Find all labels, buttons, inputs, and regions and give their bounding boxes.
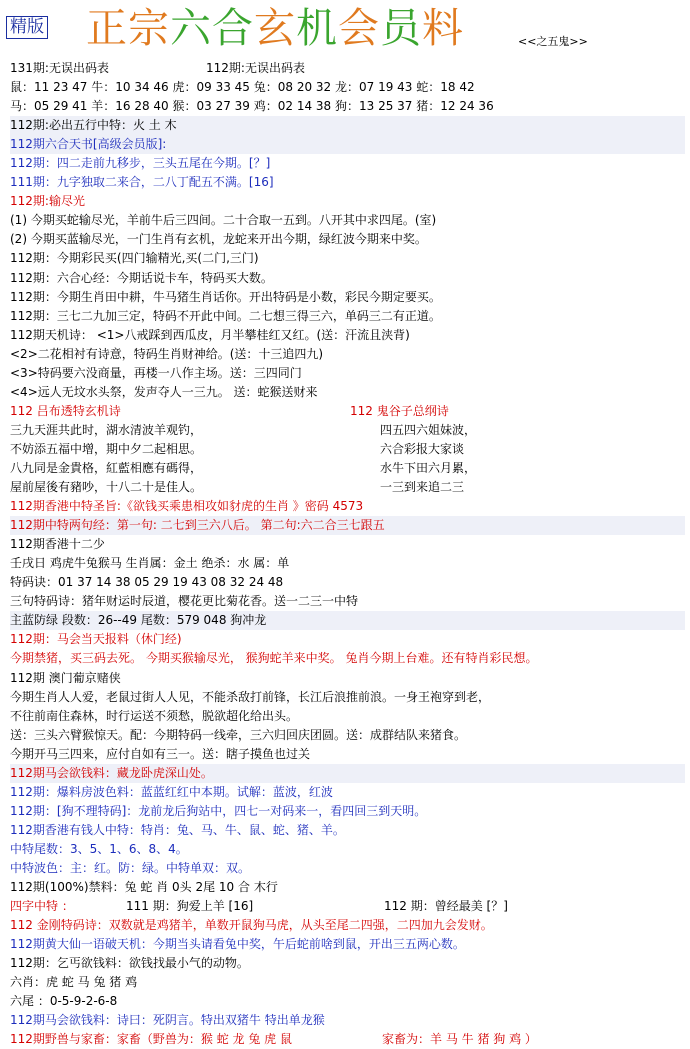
text-line — [10, 78, 685, 97]
line-text: 八九同是金貴格，紅藍相應有碼得， — [10, 460, 203, 475]
line-text: 送：三头六臂猴惊天。配：今期特码一线牵，三六归回庆团圆。送：成群结队来猪食。 — [10, 727, 467, 742]
text-line — [10, 573, 685, 592]
text-line — [10, 611, 685, 630]
title-char: 员 — [380, 4, 422, 52]
text-line — [10, 478, 685, 497]
title-char: 宗 — [128, 4, 170, 52]
line-text: 六肖：虎 蛇 马 兔 猪 鸡 — [10, 975, 138, 990]
title-char: 料 — [422, 4, 464, 52]
title-char: 玄 — [254, 4, 296, 52]
text-line — [10, 554, 685, 573]
text-line — [10, 97, 685, 116]
line-text-middle: 111 期：狗爱上羊 [16] — [126, 899, 254, 914]
text-line — [10, 516, 685, 535]
text-line — [10, 897, 685, 916]
line-text: 壬戌日 鸡虎牛兔猴马 生肖属：金土 绝杀：水 属：单 — [10, 556, 290, 571]
text-line — [10, 745, 685, 764]
line-text-right: 112期:无误出码表 — [206, 61, 305, 75]
text-line — [10, 135, 685, 154]
text-line — [10, 249, 685, 268]
text-line — [10, 116, 685, 135]
text-line — [10, 345, 685, 364]
line-text: 112期：乞丐欲钱料：欲钱找最小气的动物。 — [10, 956, 249, 971]
line-text: 马：05 29 41 羊：16 28 40 猴：03 27 39 鸡：02 14 38 狗：13 25 37 猪：12 24 36 — [10, 99, 494, 114]
title-char: 合 — [212, 4, 254, 52]
line-text: <2>二花相衬有诗意，特码生肖财神给。(送：十三追四九) — [10, 346, 324, 361]
text-line — [10, 459, 685, 478]
text-line — [10, 954, 685, 973]
line-text: 三九天涯共此时，湖水清波羊观钓， — [10, 422, 203, 437]
line-text: 四字中特 ： — [10, 899, 74, 914]
text-line — [10, 402, 685, 421]
text-line — [10, 1030, 685, 1049]
line-text: 112期香港十二少 — [10, 537, 105, 552]
line-text: 今期生肖人人爱，老鼠过街人人见，不能杀敌打前锋，长江后浪推前浪。一身王袍穿到老， — [10, 689, 491, 704]
text-line — [10, 649, 685, 668]
line-text: (1) 今期买蛇输尽光，羊前牛后三四间。二十合取一五到。八开其中求四尾。(室) — [10, 213, 437, 228]
line-text: 112期马会欲钱料：诗曰：死阴言。特出双猪牛 特出单龙猴 — [10, 1013, 325, 1028]
line-text: 112期黄大仙一语破天机：今期当头请看兔中奖，午后蛇前啥到鼠，开出三五两心数。 — [10, 937, 465, 952]
text-line — [10, 726, 685, 745]
line-text: 112期中特两句经：第一句: 二七到三六八后。 第二句:六二合三七跟五 — [10, 518, 385, 533]
title-char: 机 — [296, 4, 338, 52]
text-line — [10, 364, 685, 383]
text-line — [10, 192, 685, 211]
text-line — [10, 1011, 685, 1030]
line-text-right: 112 期：曾经最美 [？] — [384, 899, 508, 914]
line-text: 屋前屋後有豬吵，十八二十是佳人。 — [10, 480, 203, 495]
line-text: 112期：四二走前九移步，三头五尾在今期。[？] — [10, 156, 271, 171]
line-text-right: 六合彩报大家谈 — [380, 441, 465, 456]
line-text: 三句特码诗：猪年财运时辰道，樱花更比菊花香。送一二三一中特 — [10, 594, 359, 609]
line-text: 鼠：11 23 47 牛：10 34 46 虎：09 33 45 兔：08 20 32 龙：07 19 43 蛇：18 42 — [10, 80, 475, 95]
line-text: 特码诀：01 37 14 38 05 29 19 43 08 32 24 48 — [10, 575, 284, 590]
text-line — [10, 154, 685, 173]
line-text: 112期 澳门葡京赌侠 — [10, 670, 121, 685]
text-line — [10, 802, 685, 821]
line-text: 不妨添五福中增，期中夕二起相思。 — [10, 441, 203, 456]
line-text: 112期：今期生肖田中耕，牛马猪生肖话你。开出特码是小数，彩民今期定要买。 — [10, 289, 441, 304]
text-line — [10, 497, 685, 516]
text-line — [10, 973, 685, 992]
document-body — [10, 59, 685, 1049]
text-line — [10, 421, 685, 440]
title-char: 会 — [338, 4, 380, 52]
line-text-right: 112 鬼谷子总纲诗 — [350, 403, 449, 418]
text-line — [10, 707, 685, 726]
line-text: 112 金刚特码诗：双数就是鸡猪羊，单数开鼠狗马虎，从头至尾二四强，二四加九会发财。 — [10, 918, 493, 933]
line-text: 112 吕布透特玄机诗 — [10, 403, 121, 418]
text-line — [10, 688, 685, 707]
line-text-right: 水牛下田六月累， — [380, 460, 477, 475]
text-line — [10, 59, 685, 78]
line-text: 112期：三七二九加三定，特码不开此中间。二七想三得三六，单码三二有正道。 — [10, 308, 441, 323]
text-line — [10, 840, 685, 859]
line-text-right: 家畜为：羊 马 牛 猪 狗 鸡 ） — [382, 1032, 537, 1047]
text-line — [10, 173, 685, 192]
text-line — [10, 440, 685, 459]
text-line — [10, 764, 685, 783]
text-line — [10, 630, 685, 649]
line-text: 112期:输尽光 — [10, 194, 85, 209]
text-line — [10, 992, 685, 1011]
text-line — [10, 288, 685, 307]
line-text: 112期：六合心经：今期话说卡车，特码买大数。 — [10, 270, 273, 285]
text-line — [10, 878, 685, 897]
text-line — [10, 269, 685, 288]
line-text: 112期:必出五行中特：火 土 木 — [10, 118, 177, 133]
line-text: 主蓝防绿 段数：26--49 尾数：579 048 狗冲龙 — [10, 613, 267, 628]
line-text: 112期：马会当天报料（休门经) — [10, 632, 182, 647]
line-text: 112期：[狗不理特码]：龙前龙后狗站中，四七一对码来一，看四回三到天明。 — [10, 803, 427, 818]
line-text: 112期天机诗： <1>八戒踩到西瓜皮，月半攀桂红又红。(送：汗流且浃背) — [10, 327, 410, 342]
text-line — [10, 307, 685, 326]
line-text-right: 一三到来追二三 — [380, 480, 465, 495]
title-char: 六 — [170, 4, 212, 52]
edition-badge: 精版 — [6, 16, 48, 39]
line-text: 112期六合天书[高级会员版]: — [10, 137, 167, 152]
text-line — [10, 859, 685, 878]
title-char: 正 — [86, 4, 128, 52]
line-text: 今期禁猪，买三码去死。 今期买猴输尽光， 猴狗蛇羊来中奖。 兔肖今期上台难。还有特肖彩民想。 — [10, 651, 538, 666]
line-text: 111期：九字独取二来合，二八丁配五不满。[16] — [10, 175, 274, 190]
line-text: 中特波色：主：红。防：绿。中特单双：双。 — [10, 860, 251, 875]
header — [0, 0, 690, 58]
line-text: 112期野兽与家畜：家畜（野兽为：猴 蛇 龙 兔 虎 鼠 — [10, 1032, 292, 1047]
text-line — [10, 326, 685, 345]
text-line — [10, 535, 685, 554]
text-line — [10, 821, 685, 840]
line-text: <4>远人无坟水头祭，发声夺人一三九。 送：蛇猴送财来 — [10, 384, 318, 399]
line-text-right: 四五四六姐妹波， — [380, 422, 477, 437]
text-line — [10, 592, 685, 611]
line-text: 中特尾数：3、5、1、6、8、4。 — [10, 841, 188, 856]
line-text: 六尾 ：0-5-9-2-6-8 — [10, 994, 118, 1009]
page-tag: <<之五鬼>> — [518, 35, 588, 48]
text-line — [10, 230, 685, 249]
text-line — [10, 935, 685, 954]
line-text: <3>特码要六没商量，再楼一八作主场。送：三四同门 — [10, 365, 302, 380]
text-line — [10, 916, 685, 935]
line-text: 今期开马三四来，应付自如有三一。送：瞎子摸鱼也过关 — [10, 746, 311, 761]
line-text: (2) 今期买蓝输尽光，一门生肖有玄机，龙蛇来开出今期，绿红波今期来中奖。 — [10, 232, 427, 247]
text-line — [10, 669, 685, 688]
line-text: 112期马会欲钱料：藏龙卧虎深山处。 — [10, 765, 213, 780]
line-text: 131期:无误出码表 — [10, 61, 109, 75]
text-line — [10, 211, 685, 230]
text-line — [10, 783, 685, 802]
page-title — [86, 4, 464, 52]
line-text: 112期：爆料房波色料：蓝蓝红红中本期。试解：蓝波，红波 — [10, 784, 333, 799]
line-text: 112期(100%)禁料：兔 蛇 肖 0头 2尾 10 合 木行 — [10, 880, 278, 895]
line-text: 112期香港中特圣旨:《欲钱买乘患相攻如豺虎的生肖 》密码 4573 — [10, 499, 364, 514]
text-line — [10, 383, 685, 402]
line-text: 112期香港有钱人中特：特肖：兔、马、牛、鼠、蛇、猪、羊。 — [10, 822, 345, 837]
line-text: 不往前南住森林，时行运送不须愁，脱欲超化给出头。 — [10, 708, 299, 723]
line-text: 112期：今期彩民买(四门输精光,买(二门,三门) — [10, 251, 259, 266]
